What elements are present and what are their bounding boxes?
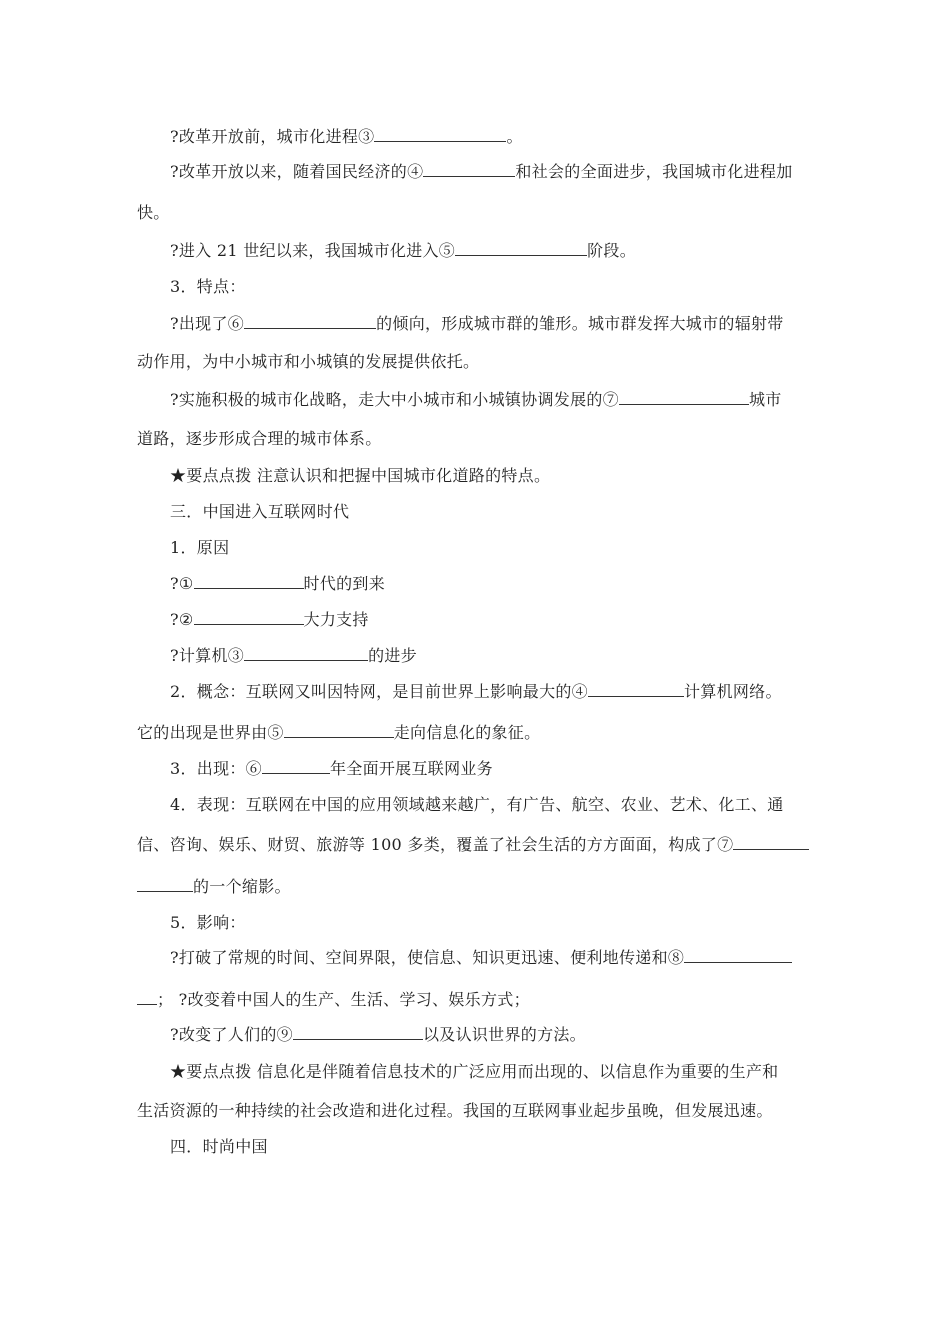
text-line: 2．概念：互联网又叫因特网，是目前世界上影响最大的④ 计算机网络。 <box>170 682 782 701</box>
fill-blank <box>293 1025 423 1040</box>
text-line: ； ?改变着中国人的生产、生活、学习、娱乐方式； <box>137 989 530 1011</box>
fill-blank <box>588 682 684 697</box>
fill-blank <box>733 835 809 850</box>
fill-blank <box>244 314 376 329</box>
text-line: ?进入 21 世纪以来，我国城市化进入⑤ 阶段。 <box>170 241 637 260</box>
text-line: 它的出现是世界由⑤ 走向信息化的象征。 <box>137 723 541 742</box>
key-point-note: ★要点点拨 信息化是伴随着信息技术的广泛应用而出现的、以信息作为重要的生产和 <box>170 1062 779 1081</box>
fill-blank <box>194 574 304 589</box>
text-line: 3．出现：⑥ 年全面开展互联网业务 <box>170 759 493 778</box>
text-line: ?改革开放以来，随着国民经济的④ 和社会的全面进步，我国城市化进程加 <box>170 162 793 181</box>
text-line: ?改革开放前，城市化进程③ 。 <box>170 127 523 146</box>
text-line: 生活资源的一种持续的社会改造和进化过程。我国的互联网事业起步虽晚，但发展迅速。 <box>137 1101 773 1120</box>
fill-blank <box>455 241 587 256</box>
text-line: 4．表现：互联网在中国的应用领域越来越广，有广告、航空、农业、艺术、化工、通 <box>170 795 784 814</box>
subsection-heading: 1．原因 <box>170 538 230 557</box>
section-heading: 四．时尚中国 <box>170 1137 268 1156</box>
key-point-note: ★要点点拨 注意认识和把握中国城市化道路的特点。 <box>170 466 551 485</box>
fill-blank <box>194 610 304 625</box>
text-line: ?计算机③ 的进步 <box>170 646 417 665</box>
text-line: ?出现了⑥ 的倾向，形成城市群的雏形。城市群发挥大城市的辐射带 <box>170 314 784 333</box>
text-line: 动作用，为中小城市和小城镇的发展提供依托。 <box>137 352 480 371</box>
fill-blank <box>244 646 368 661</box>
section-heading: 三．中国进入互联网时代 <box>170 502 350 521</box>
fill-blank <box>262 759 330 774</box>
text-line: ?改变了人们的⑨ 以及认识世界的方法。 <box>170 1025 586 1044</box>
text-line: ?打破了常规的时间、空间界限，使信息、知识更迅速、便利地传递和⑧ <box>170 947 792 969</box>
fill-blank <box>619 390 749 405</box>
fill-blank <box>423 162 515 177</box>
fill-blank <box>684 948 792 963</box>
fill-blank <box>137 877 193 892</box>
text-line: ?② 大力支持 <box>170 610 369 629</box>
text-line: ?① 时代的到来 <box>170 574 386 593</box>
subsection-heading: 5．影响： <box>170 913 246 932</box>
text-line: 快。 <box>137 203 170 222</box>
fill-blank <box>284 723 394 738</box>
text-line: ?实施积极的城市化战略，走大中小城市和小城镇协调发展的⑦ 城市 <box>170 390 782 409</box>
text-line: 信、咨询、娱乐、财贸、旅游等 100 多类，覆盖了社会生活的方方面面，构成了⑦ <box>137 834 809 856</box>
fill-blank <box>374 127 506 142</box>
text-line: 道路，逐步形成合理的城市体系。 <box>137 429 382 448</box>
text-line: 的一个缩影。 <box>137 876 291 898</box>
section-heading: 3．特点： <box>170 277 246 296</box>
fill-blank <box>137 990 157 1005</box>
